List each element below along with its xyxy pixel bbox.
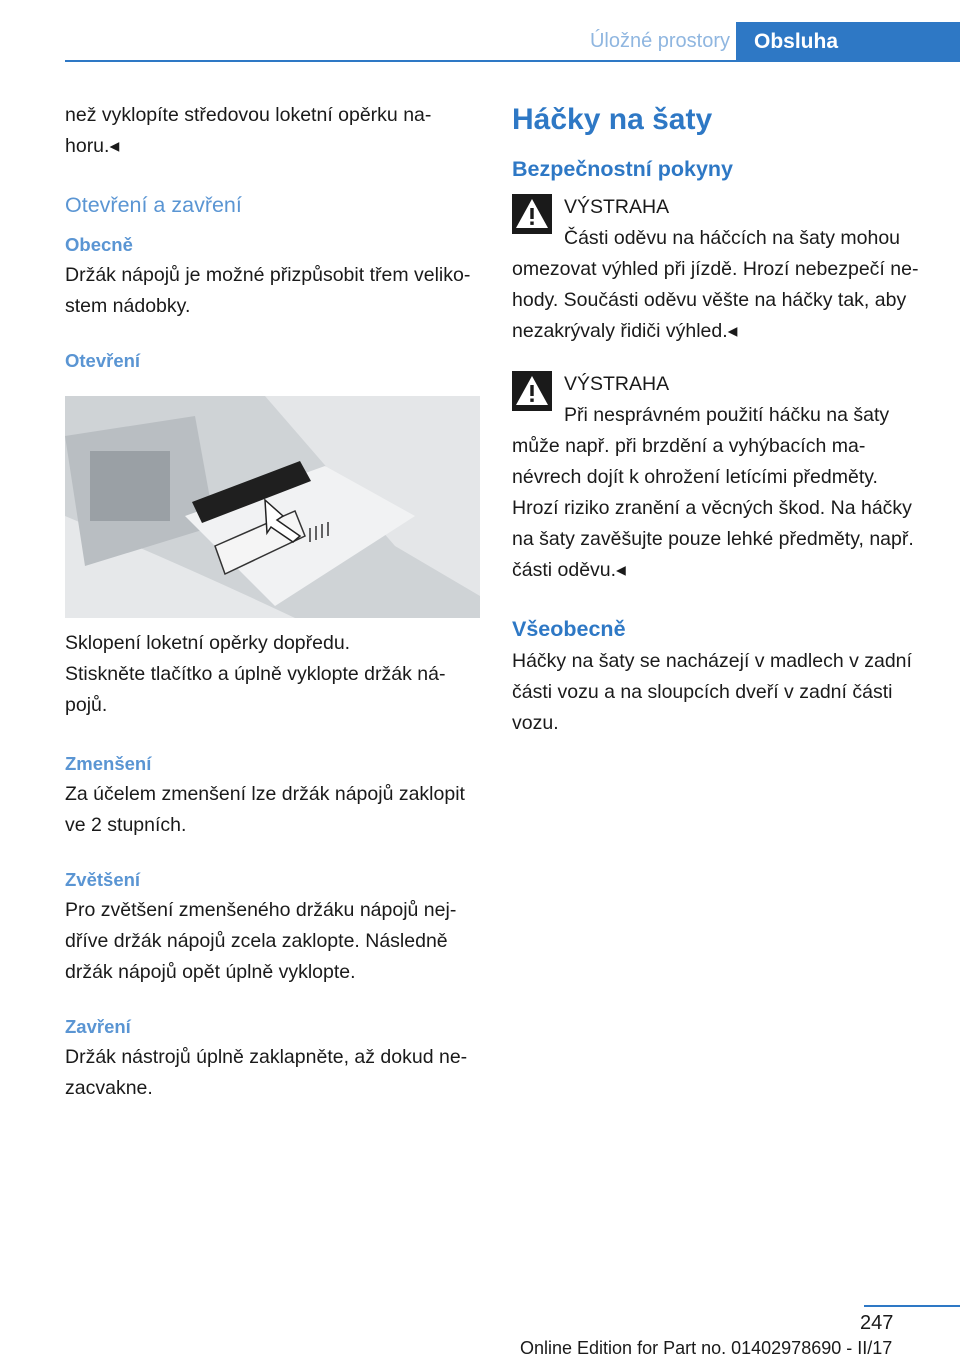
page-title: Háčky na šaty — [512, 103, 713, 136]
reducing-text: Za účelem zmenšení lze držák nápojů zaklopit ve 2 stupních. — [65, 783, 465, 836]
section-heading-open-close: Otevření a zavření — [65, 193, 242, 217]
intro-text: než vyklopíte středovou loketní opěrku na-horu.◂ — [65, 104, 432, 157]
subheading-closing: Zavření — [65, 1016, 131, 1037]
subheading-general-info: Všeobecně — [512, 617, 626, 641]
subheading-general: Obecně — [65, 234, 133, 255]
warning-icon — [512, 371, 552, 411]
page-number: 247 — [860, 1312, 894, 1334]
footer-rule — [864, 1305, 960, 1307]
warning-text-2: Při nesprávném použití háčku na šaty může např. při brzdění a vyhýbacích ma-névrech dojít k ohrožení letícími předměty. Hrozí riziko zranění a věcných škod. Na háčky na šaty zavěšujte pouze lehké předměty, např. části oděvu.◂ — [512, 404, 914, 581]
right-column — [512, 100, 922, 739]
warning-text-1: Části oděvu na háčcích na šaty mohou omezovat výhled při jízdě. Hrozí nebezpečí ne-hody. Součásti oděvu věšte na háčky tak, aby nezakrývaly řidiči výhled.◂ — [512, 227, 919, 342]
armrest-figure — [65, 396, 480, 618]
subheading-enlarging: Zvětšení — [65, 869, 141, 890]
general-info-text: Háčky na šaty se nacházejí v madlech v zadní části vozu a na sloupcích dveří v zadní části vozu. — [512, 650, 912, 734]
warning-label: VÝSTRAHA — [564, 196, 670, 218]
chapter-tab: Obsluha — [736, 22, 960, 62]
edition-note: Online Edition for Part no. 01402978690 - II/17 — [520, 1338, 893, 1358]
subheading-reducing: Zmenšení — [65, 753, 152, 774]
warning-label: VÝSTRAHA — [564, 373, 670, 395]
enlarging-text: Pro zvětšení zmenšeného držáku nápojů nej-dříve držák nápojů zcela zaklopte. Následně držák nápojů opět úplně vyklopte. — [65, 899, 457, 983]
warning-block-2 — [512, 369, 922, 400]
opening-step-1: Sklopení loketní opěrky dopředu. — [65, 632, 351, 654]
left-column — [65, 100, 480, 1104]
subheading-opening: Otevření — [65, 350, 141, 371]
section-label: Úložné prostory — [589, 30, 730, 52]
warning-block-1 — [512, 192, 922, 223]
warning-icon — [512, 194, 552, 234]
general-text: Držák nápojů je možné přizpůsobit třem veliko-stem nádobky. — [65, 264, 471, 317]
opening-step-2: Stiskněte tlačítko a úplně vyklopte držák ná-pojů. — [65, 663, 446, 716]
armrest-illustration — [65, 396, 480, 618]
subheading-safety: Bezpečnostní pokyny — [512, 157, 734, 181]
closing-text: Držák nástrojů úplně zaklapněte, až dokud ne-zacvakne. — [65, 1046, 468, 1099]
